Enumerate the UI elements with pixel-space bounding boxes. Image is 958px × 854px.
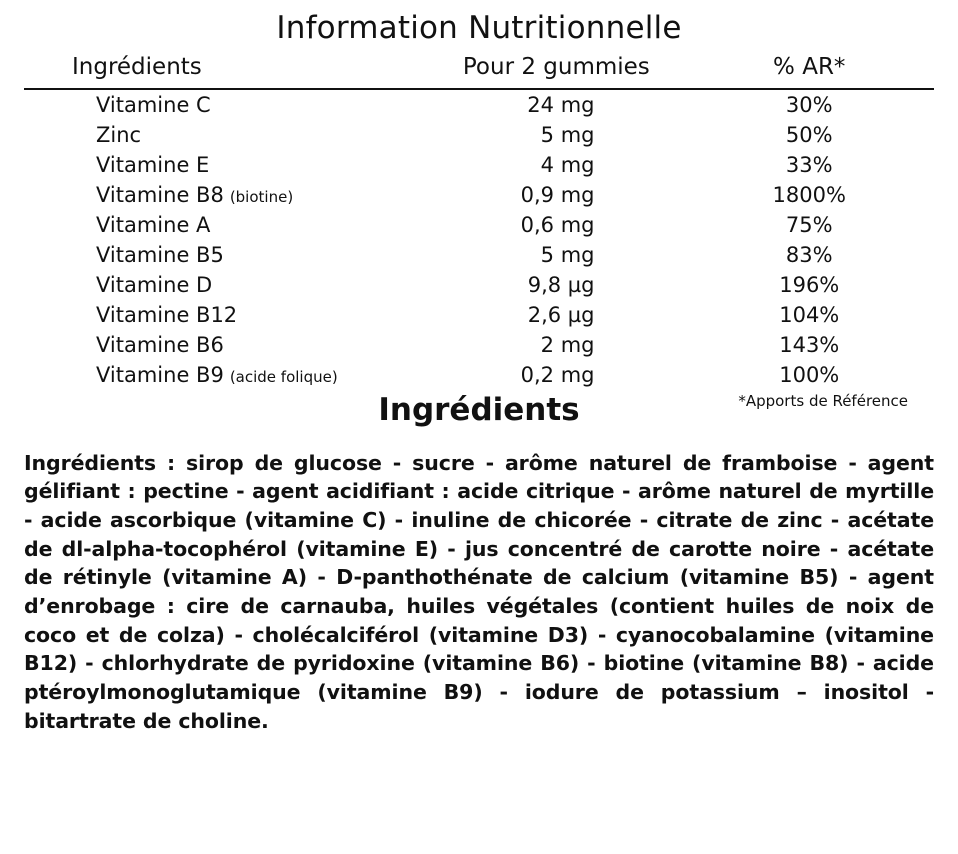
cell-ar: 1800% <box>772 183 846 207</box>
table-row <box>24 270 934 300</box>
cell-ar: 104% <box>779 303 840 327</box>
ingredients-text: Ingrédients : sirop de glucose - sucre - arôme naturel de framboise - agent gélifiant : pectine - agent acidifiant : acide citrique - arôme naturel de myrtille - acide ascorbique (vitamine C) - inuline de chicorée - citrate de zinc - acétate de dl-alpha-tocophérol (vitamine E) - jus concentré de carotte noire - acétate de rétinyle (vitamine A) - D-panthothénate de calcium (vitamine B5) - agent d’enrobage : cire de carnauba, huiles végétales (contient huiles de noix de coco et de colza) - cholécalciférol (vitamine D3) - cyanocobalamine (vitamine B12) - chlorhydrate de pyridoxine (vitamine B6) - biotine (vitamine B8) - acide ptéroylmonoglutamique (vitamine B9) - iodure de potassium – inositol - bitartrate de choline. <box>24 450 934 733</box>
table-row <box>24 89 934 120</box>
table-row <box>24 210 934 240</box>
ingredient-name: Vitamine B8 <box>96 183 224 207</box>
table-row <box>24 120 934 150</box>
cell-ingredient <box>24 180 406 210</box>
table-row <box>24 180 934 210</box>
cell-amount: 2,6 µg <box>527 303 595 327</box>
cell-ingredient <box>24 210 406 240</box>
ingredient-name: Vitamine B12 <box>96 303 238 327</box>
cell-ar: 33% <box>785 153 833 177</box>
ingredient-note: (biotine) <box>229 188 294 206</box>
cell-amount: 24 mg <box>527 93 595 117</box>
ingredients-title: Ingrédients <box>378 392 580 428</box>
cell-ar: 30% <box>785 93 833 117</box>
column-header-ingredients: Ingrédients <box>24 52 406 89</box>
cell-ar: 50% <box>785 123 833 147</box>
cell-amount: 5 mg <box>540 123 595 147</box>
table-header-row <box>24 52 934 89</box>
ingredient-name: Vitamine B5 <box>96 243 224 267</box>
ingredient-name: Vitamine E <box>96 153 210 177</box>
cell-ar: 83% <box>785 243 833 267</box>
ingredient-note: (acide folique) <box>229 368 338 386</box>
footnote-row <box>24 390 934 418</box>
column-header-ar: % AR* <box>706 52 934 89</box>
cell-ingredient <box>24 120 406 150</box>
cell-amount: 2 mg <box>540 333 595 357</box>
ingredient-name: Vitamine D <box>96 273 213 297</box>
cell-amount: 0,2 mg <box>520 363 595 387</box>
cell-amount: 9,8 µg <box>527 273 595 297</box>
cell-amount: 5 mg <box>540 243 595 267</box>
table-row <box>24 360 934 390</box>
nutrition-table <box>24 52 934 390</box>
cell-ar: 143% <box>779 333 840 357</box>
cell-ingredient <box>24 360 406 390</box>
cell-amount: 4 mg <box>540 153 595 177</box>
ingredients-section <box>0 392 958 735</box>
cell-ingredient <box>24 89 406 120</box>
cell-ar: 75% <box>785 213 833 237</box>
table-row <box>24 240 934 270</box>
cell-ingredient <box>24 240 406 270</box>
cell-amount: 0,9 mg <box>520 183 595 207</box>
cell-ar: 100% <box>779 363 840 387</box>
cell-ingredient <box>24 150 406 180</box>
cell-ar: 196% <box>779 273 840 297</box>
table-body <box>24 89 934 390</box>
ingredient-name: Zinc <box>96 123 142 147</box>
table-row <box>24 300 934 330</box>
cell-ingredient <box>24 270 406 300</box>
table-header <box>24 52 934 89</box>
table-row <box>24 150 934 180</box>
nutrition-panel <box>0 0 958 418</box>
ingredient-name: Vitamine B9 <box>96 363 224 387</box>
cell-ingredient <box>24 300 406 330</box>
ar-footnote: *Apports de Référence <box>738 392 908 410</box>
column-header-amount: Pour 2 gummies <box>406 52 706 89</box>
ingredient-name: Vitamine C <box>96 93 211 117</box>
table-row <box>24 330 934 360</box>
cell-ingredient <box>24 330 406 360</box>
page-title: Information Nutritionnelle <box>276 10 682 46</box>
ingredient-name: Vitamine B6 <box>96 333 224 357</box>
cell-amount: 0,6 mg <box>520 213 595 237</box>
ingredient-name: Vitamine A <box>96 213 211 237</box>
